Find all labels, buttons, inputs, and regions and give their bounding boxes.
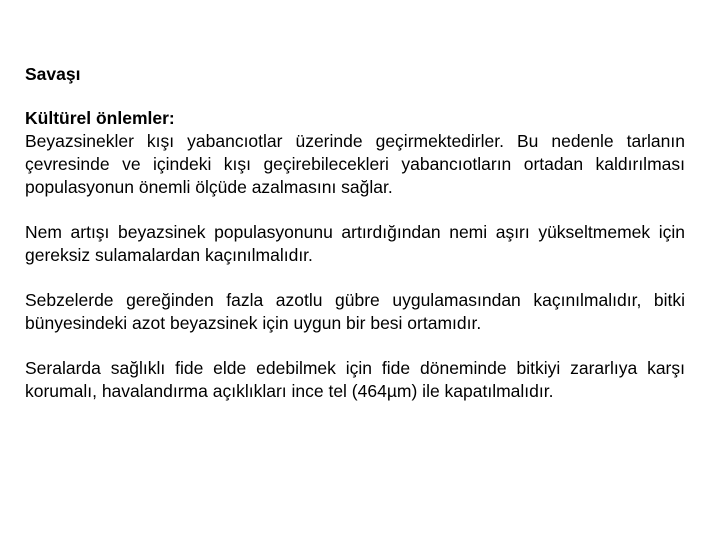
paragraph-nitrogen: Sebzelerde gereğinden fazla azotlu gübre uygulamasından kaçınılmalıdır, bitki bünyesindeki azot beyazsinek için uygun bir besi ortamıdır. <box>25 290 685 333</box>
paragraph-seedlings: Seralarda sağlıklı fide elde edebilmek için fide döneminde bitkiyi zararlıya karşı korumalı, havalandırma açıklıkları ince tel (464µm) ile kapatılmalıdır. <box>25 358 685 401</box>
section-heading: Kültürel önlemler: <box>25 108 175 128</box>
paragraph-weeds: Beyazsinekler kışı yabancıotlar üzerinde geçirmektedirler. Bu nedenle tarlanın çevresinde ve içindeki kışı geçirebilecekleri yabancıotların ortadan kaldırılması populasyonun önemli ölçüde azalmasını sağlar. <box>25 131 685 197</box>
document-body <box>25 63 685 403</box>
paragraph-humidity: Nem artışı beyazsinek populasyonunu artırdığından nemi aşırı yükseltmemek için gereksiz sulamalardan kaçınılmalıdır. <box>25 222 685 265</box>
cultural-measures-section <box>25 107 685 199</box>
page-title: Savaşı <box>25 64 81 84</box>
